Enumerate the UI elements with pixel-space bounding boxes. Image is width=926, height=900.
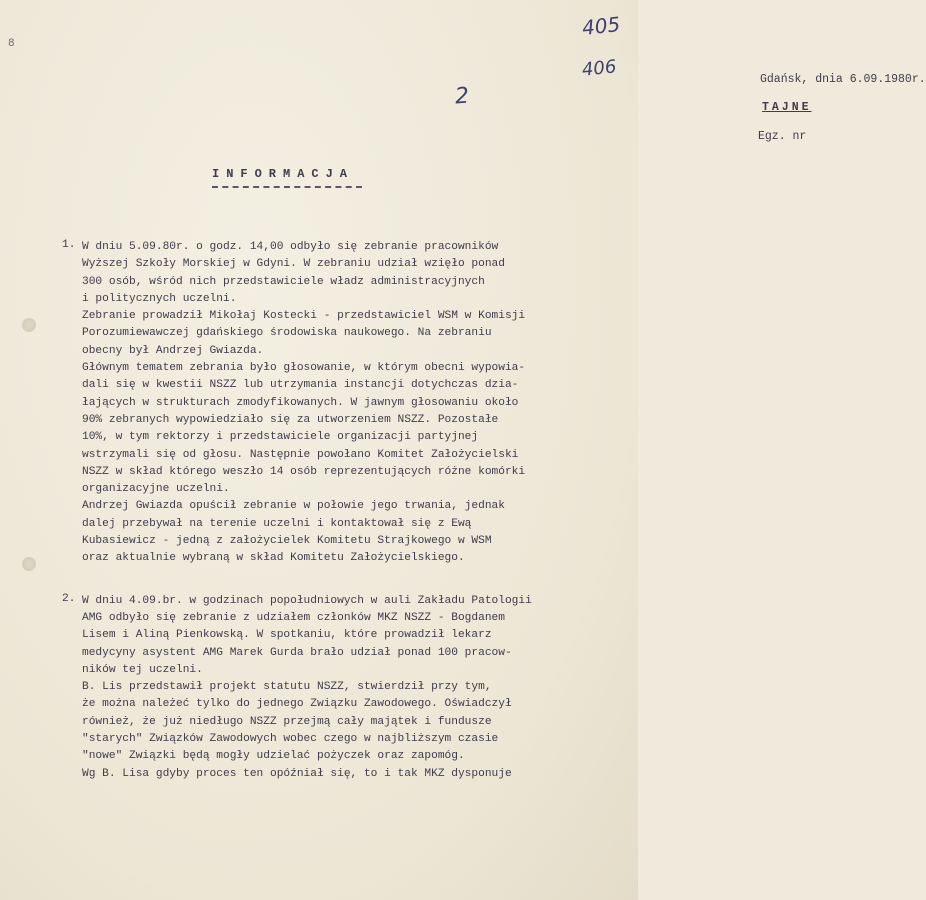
text-line: Wyższej Szkoły Morskiej w Gdyni. W zebraniu udział wzięło ponad — [82, 258, 505, 271]
paragraph-gap — [62, 568, 622, 593]
punch-hole — [22, 318, 36, 332]
paragraph-2 — [62, 593, 622, 783]
paragraph-number: 2. — [62, 592, 76, 605]
text-line: oraz aktualnie wybraną w skład Komitetu Założycielskiego. — [82, 552, 465, 565]
copy-label: Egz. nr — [758, 130, 807, 143]
text-line: W dniu 4.09.br. w godzinach popołudniowych w auli Zakładu Patologii — [82, 594, 532, 607]
text-line: ników tej uczelni. — [82, 663, 203, 676]
text-line: że można należeć tylko do jednego Związku Zawodowego. Oświadczył — [82, 698, 512, 711]
text-line: B. Lis przedstawił projekt statutu NSZZ, stwierdził przy tym, — [82, 681, 492, 694]
text-line: Porozumiewawczej gdańskiego środowiska naukowego. Na zebraniu — [82, 327, 492, 340]
text-line: 90% zebranych wypowiedziało się za utworzeniem NSZZ. Pozostałe — [82, 413, 499, 426]
text-line: AMG odbyło się zebranie z udziałem członków MKZ NSZZ - Bogdanem — [82, 611, 505, 624]
paragraph-number: 1. — [62, 239, 76, 251]
text-line: dali się w kwestii NSZZ lub utrzymania instancji dotychczas dzia- — [82, 379, 519, 392]
text-line: obecny był Andrzej Gwiazda. — [82, 344, 264, 357]
document-body — [62, 239, 622, 783]
text-line: Lisem i Aliną Pienkowską. W spotkaniu, które prowadził lekarz — [82, 629, 492, 642]
text-line: 10%, w tym rektorzy i przedstawiciele organizacji partyjnej — [82, 431, 479, 444]
text-line: medycyny asystent AMG Marek Gurda brało udział ponad 100 pracow- — [82, 646, 512, 659]
text-line: Zebranie prowadził Mikołaj Kostecki - przedstawiciel WSM w Komisji — [82, 310, 526, 323]
text-line: łających w strukturach zmodyfikowanych. W jawnym głosowaniu około — [82, 396, 519, 409]
text-line: Wg B. Lisa gdyby proces ten opóźniał się, to i tak MKZ dysponuje — [82, 767, 512, 780]
text-line: wstrzymali się od głosu. Następnie powołano Komitet Założycielski — [82, 448, 519, 461]
handwritten-page-number: 405 — [580, 12, 622, 40]
place-date: Gdańsk, dnia 6.09.1980r. — [760, 73, 926, 86]
text-line: Kubasiewicz - jedną z założycielek Komitetu Strajkowego w WSM — [82, 535, 492, 548]
text-line: Głównym tematem zebrania było głosowanie, w którym obecni wypowia- — [82, 362, 526, 375]
title-underline — [212, 186, 362, 188]
text-line: "nowe" Związki będą mogły udzielać pożyczek oraz zapomóg. — [82, 750, 465, 763]
corner-mark: 8 — [8, 38, 15, 50]
text-line: i politycznych uczelni. — [82, 292, 237, 305]
text-line: dalej przebywał na terenie uczelni i kontaktował się z Ewą — [82, 517, 472, 530]
handwritten-page-number-corrected: 406 — [580, 56, 618, 81]
paragraph-1 — [62, 239, 622, 568]
text-line: organizacyjne uczelni. — [82, 483, 230, 496]
classification-stamp: TAJNE — [762, 101, 812, 114]
punch-hole — [22, 557, 36, 571]
copy-number: 2 — [454, 83, 470, 110]
text-line: "starych" Związków Zawodowych wobec czego w najbliższym czasie — [82, 733, 499, 746]
text-line: W dniu 5.09.80r. o godz. 14,00 odbyło się zebranie pracowników — [82, 241, 499, 253]
document-title: INFORMACJA — [212, 167, 355, 181]
text-line: Andrzej Gwiazda opuścił zebranie w połowie jego trwania, jednak — [82, 500, 505, 513]
text-line: 300 osób, wśród nich przedstawiciele władz administracyjnych — [82, 275, 485, 288]
text-line: NSZZ w skład którego weszło 14 osób reprezentujących różne komórki — [82, 465, 526, 478]
text-line: również, że już niedługo NSZZ przejmą cały majątek i fundusze — [82, 715, 492, 728]
